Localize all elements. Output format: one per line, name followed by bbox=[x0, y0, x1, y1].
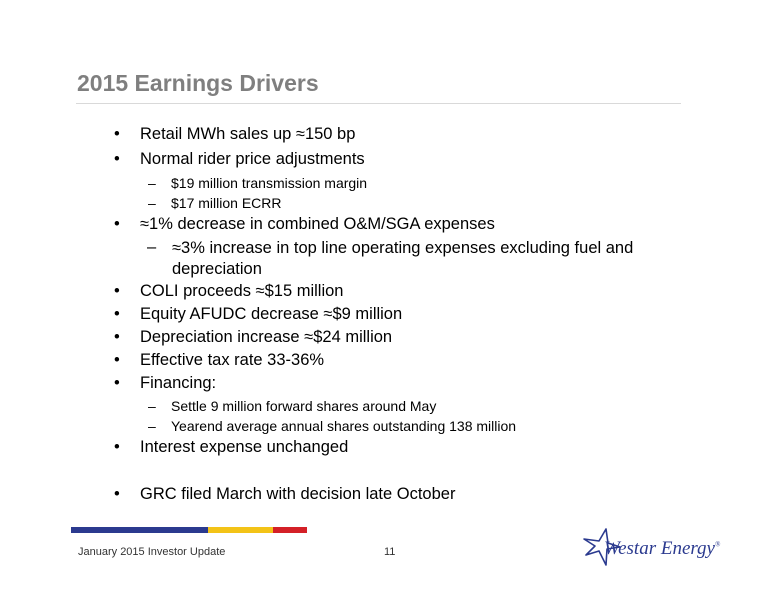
logo-wordmark: Westar Energy bbox=[604, 538, 715, 559]
sub-bullet-text: Settle 9 million forward shares around May bbox=[171, 398, 437, 414]
sub-bullet-text: $17 million ECRR bbox=[171, 195, 282, 211]
footer-label: January 2015 Investor Update bbox=[78, 546, 226, 558]
bullet-text: GRC filed March with decision late October bbox=[140, 485, 456, 503]
bullet-text: Depreciation increase ≈$24 million bbox=[140, 328, 393, 346]
sub-bullet-marker: – bbox=[148, 195, 156, 211]
bullet-marker: • bbox=[114, 328, 120, 346]
bullet-marker: • bbox=[114, 438, 120, 456]
bullet-text: Financing: bbox=[140, 374, 217, 392]
sub-bullet-marker: – bbox=[148, 418, 156, 434]
bullet-marker: • bbox=[114, 485, 120, 503]
sub-bullet-marker: – bbox=[148, 398, 156, 414]
footer-bar-red bbox=[273, 527, 307, 533]
sub-bullet-text: $19 million transmission margin bbox=[171, 175, 368, 191]
bullet-marker: • bbox=[114, 150, 120, 168]
bullet-marker: • bbox=[114, 125, 120, 143]
bullet-text: ≈1% decrease in combined O&M/SGA expenses bbox=[140, 215, 495, 233]
slide-title: 2015 Earnings Drivers bbox=[77, 70, 319, 96]
bullet-marker: • bbox=[114, 374, 120, 392]
bullet-marker: • bbox=[114, 215, 120, 233]
bullet-text: Effective tax rate 33-36% bbox=[140, 351, 325, 369]
bullet-marker: • bbox=[114, 351, 120, 369]
bullet-text: COLI proceeds ≈$15 million bbox=[140, 282, 344, 300]
bullet-text: Equity AFUDC decrease ≈$9 million bbox=[140, 305, 403, 323]
sub-bullet-marker: – bbox=[148, 175, 156, 191]
bullet-text: Retail MWh sales up ≈150 bp bbox=[140, 125, 356, 143]
bullet-marker: • bbox=[114, 305, 120, 323]
bullet-text: Normal rider price adjustments bbox=[140, 150, 365, 168]
company-logo-text bbox=[604, 538, 720, 560]
sub-bullet-text: ≈3% increase in top line operating expenses excluding fuel and depreciation bbox=[172, 239, 634, 278]
footer-bar-blue bbox=[71, 527, 208, 533]
sub-bullet-marker: – bbox=[147, 238, 157, 256]
bullet-marker: • bbox=[114, 282, 120, 300]
bullet-text: Interest expense unchanged bbox=[140, 438, 349, 456]
sub-bullet-text: Yearend average annual shares outstanding 138 million bbox=[171, 418, 517, 434]
page-number: 11 bbox=[384, 546, 396, 558]
footer-bar-yellow bbox=[208, 527, 273, 533]
logo-registered-mark: ® bbox=[715, 540, 721, 549]
